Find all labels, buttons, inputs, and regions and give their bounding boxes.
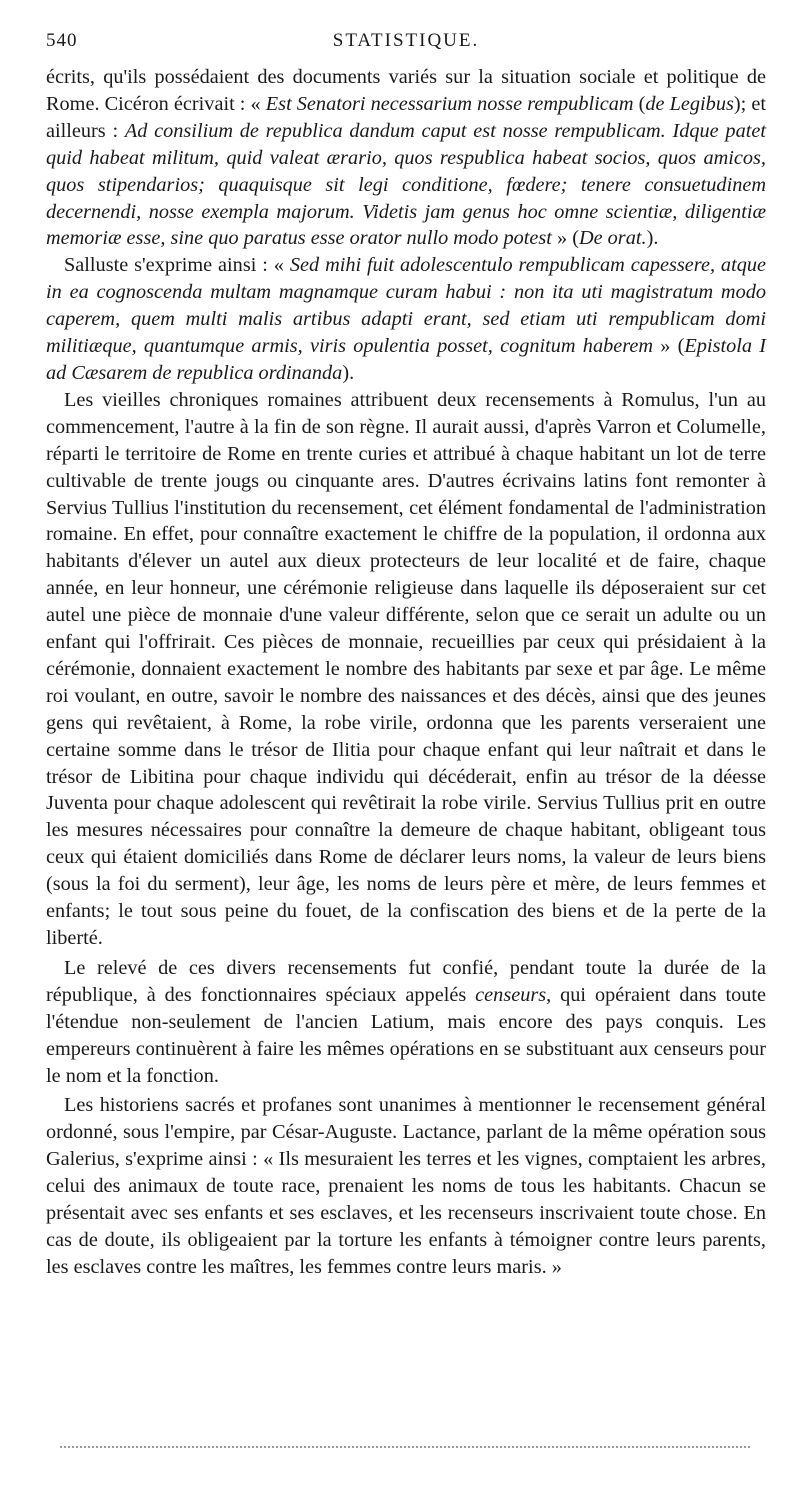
text-segment: ). bbox=[646, 227, 659, 250]
italic-segment: Sed mihi fuit adolescentulo rempublicam capessere, atque in ea cognoscenda multam magnamque curam habui : non ita uti magistratum modo caperem, quem multi malis artibus adapti erant, sed etiam uti rempublicam domi militiæque, quantumque armis, viris opulentia posset, cognitum haberem bbox=[46, 254, 766, 358]
text-segment: ). bbox=[342, 361, 355, 384]
text-segment: Le relevé de ces divers recensements fut confié, pendant toute la durée de la république, à des fonctionnaires spéciaux appelés bbox=[46, 956, 766, 1006]
page bbox=[46, 30, 766, 1281]
text-segment: , qui opéraient dans toute l'étendue non-seulement de l'ancien Latium, mais encore des pays conquis. Les empereurs continuèrent à faire les mêmes opérations en se substituant aux censeurs pour le nom et la fonction. bbox=[46, 983, 766, 1087]
paragraph-2 bbox=[46, 252, 766, 387]
italic-segment: censeurs bbox=[475, 983, 547, 1006]
text-segment: ( bbox=[633, 92, 646, 115]
text-segment: » ( bbox=[653, 335, 685, 358]
page-number: 540 bbox=[46, 30, 78, 51]
paragraph-5 bbox=[46, 1092, 766, 1280]
running-title: STATISTIQUE. bbox=[332, 30, 480, 51]
text-segment: ); et ailleurs : bbox=[46, 92, 766, 142]
italic-segment: Ad consilium de republica dandum caput est nosse rempublicam. Idque patet quid habeat militum, quid valeat ærario, quos respublica habeat socios, quos amicos, quos stipendarios; quaquisque sit legi conditione, fœdere; tenere consuetudinem decernendi, nosse exempla majorum. Videtis jam genus hoc omne scientiæ, diligentiæ memoriæ esse, sine quo paratus esse orator nullo modo potest bbox=[46, 119, 766, 250]
italic-segment: de Legibus bbox=[645, 92, 734, 115]
italic-segment: Est Senatori necessarium nosse rempublicam bbox=[265, 92, 634, 115]
paragraph-4 bbox=[46, 955, 766, 1090]
text-segment: » ( bbox=[551, 227, 579, 250]
italic-segment: Epistola I ad Cæsarem de republica ordinanda bbox=[46, 335, 767, 384]
paragraph-3 bbox=[46, 387, 766, 952]
body-text bbox=[46, 64, 766, 1281]
text-segment: Salluste s'exprime ainsi : « bbox=[64, 254, 290, 277]
text-segment: Les vieilles chroniques romaines attribuent deux recensements à Romulus, l'un au commencement, l'autre à la fin de son règne. Il aurait aussi, d'après Varron et Columelle, réparti le territoire de Rome en trente curies et attribué à chaque habitant un lot de terre cultivable de trente jougs ou cinquante ares. D'autres écrivains latins font remonter à Servius Tullius l'institution du recensement, cet élément fondamental de l'administration romaine. En effet, pour connaître exactement le chiffre de la population, il ordonna aux habitants d'élever un autel aux dieux protecteurs de leur localité et de faire, chaque année, en leur honneur, une cérémonie religieuse dans laquelle ils déposeraient sur cet autel une pièce de monnaie d'une valeur différente, selon que ce serait un adulte ou un enfant qui l'offrirait. Ces pièces de monnaie, recueillies par ceux qui présidaient à la cérémonie, donnaient exactement le nombre des habitants par sexe et par âge. Le même roi voulant, en outre, savoir le nombre des naissances et des décès, ainsi que des jeunes gens qui revêtaient, à Rome, la robe virile, ordonna que les parents verseraient une certaine somme dans le trésor de Ilitia pour chaque enfant qui leur naîtrait et dans le trésor de Libitina pour chaque individu qui décéderait, enfin au trésor de la déesse Juventa pour chaque adolescent qui revêtirait la robe virile. Servius Tullius prit en outre les mesures nécessaires pour connaître la demeure de chaque habitant, obligeant tous ceux qui étaient domiciliés dans Rome de déclarer leurs noms, la valeur de leurs biens (sous la foi du serment), leur âge, les noms de leurs père et mère, de leurs femmes et enfants; le tout sous peine du fouet, de la confiscation des biens et de la perte de la liberté. bbox=[46, 388, 766, 949]
text-segment: écrits, qu'ils possédaient des documents variés sur la situation sociale et politique de Rome. Cicéron écrivait : « bbox=[46, 66, 766, 115]
text-segment: Les historiens sacrés et profanes sont unanimes à mentionner le recensement général ordonné, sous l'empire, par César-Auguste. Lactance, parlant de la même opération sous Galerius, s'exprime ainsi : « Ils mesuraient les terres et les vignes, comptaient les arbres, celui des animaux de toute race, prenaient les noms de tous les habitants. Chacun se présentait avec ses enfants et ses esclaves, et les recenseurs inscrivaient toute chose. En cas de doute, ils obligeaient par la torture les enfants à témoigner contre leurs parents, les esclaves contre les maîtres, les femmes contre leurs maris. » bbox=[46, 1094, 766, 1278]
footer-rule bbox=[60, 1446, 750, 1450]
italic-segment: De orat. bbox=[578, 227, 647, 250]
paragraph-1 bbox=[46, 64, 766, 252]
page-header bbox=[46, 30, 766, 64]
